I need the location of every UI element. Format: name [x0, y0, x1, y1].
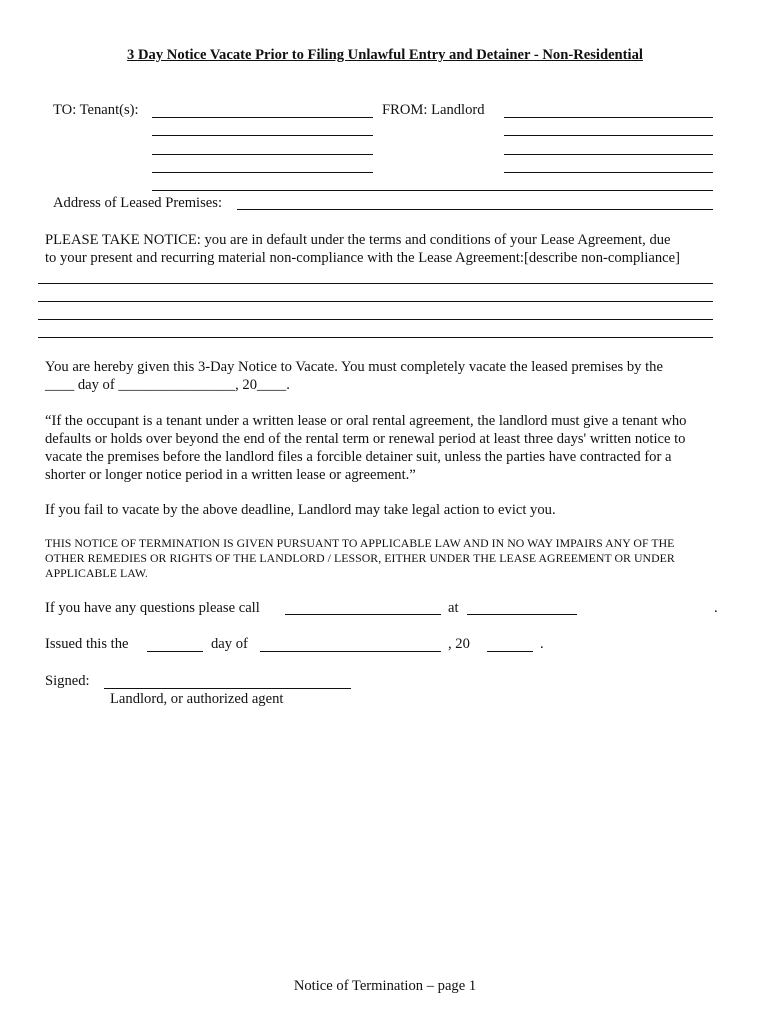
at-label: at [448, 600, 459, 616]
statute-quote-line-1: “If the occupant is a tenant under a written lease or oral rental agreement, the landlord must give a tenant who [45, 413, 687, 429]
landlord-name-line-2[interactable] [504, 135, 713, 136]
noncompliance-line-4[interactable] [38, 337, 713, 338]
statute-quote-line-2: defaults or holds over beyond the end of the rental term or renewal period at least three days' written notice to [45, 431, 686, 447]
noncompliance-line-3[interactable] [38, 319, 713, 320]
landlord-name-line-4[interactable] [504, 172, 713, 173]
issued-period: . [540, 636, 544, 652]
from-landlord-label: FROM: Landlord [382, 102, 485, 118]
termination-clause-line-2: OTHER REMEDIES OR RIGHTS OF THE LANDLORD / LESSOR, EITHER UNDER THE LEASE AGREEMENT OR UNDER [45, 551, 675, 565]
issued-day-line[interactable] [147, 651, 203, 652]
vacate-date-line[interactable]: ____ day of ________________, 20____. [45, 377, 290, 393]
landlord-name-line-1[interactable] [504, 117, 713, 118]
eviction-warning-text: If you fail to vacate by the above deadline, Landlord may take legal action to evict you. [45, 502, 556, 518]
tenant-name-line-2[interactable] [152, 135, 373, 136]
issued-label: Issued this the [45, 636, 129, 652]
signature-line[interactable] [104, 688, 351, 689]
statute-quote-line-4: shorter or longer notice period in a written lease or agreement.” [45, 467, 416, 483]
termination-clause-line-3: APPLICABLE LAW. [45, 566, 148, 580]
contact-phone-line[interactable] [467, 614, 577, 615]
termination-clause-line-1: THIS NOTICE OF TERMINATION IS GIVEN PURSUANT TO APPLICABLE LAW AND IN NO WAY IMPAIRS ANY OF THE [45, 536, 675, 550]
issued-year-line[interactable] [487, 651, 533, 652]
issued-month-line[interactable] [260, 651, 441, 652]
questions-label: If you have any questions please call [45, 600, 260, 616]
notice-text-line-1: PLEASE TAKE NOTICE: you are in default under the terms and conditions of your Lease Agreement, due [45, 232, 671, 248]
statute-quote-line-3: vacate the premises before the landlord files a forcible detainer suit, unless the parties have contracted for a [45, 449, 672, 465]
address-line[interactable] [237, 209, 713, 210]
tenant-name-line-4[interactable] [152, 172, 373, 173]
document-title: 3 Day Notice Vacate Prior to Filing Unlawful Entry and Detainer - Non-Residential [127, 47, 643, 63]
noncompliance-line-1[interactable] [38, 283, 713, 284]
signer-caption: Landlord, or authorized agent [110, 691, 284, 707]
page-footer: Notice of Termination – page 1 [293, 978, 477, 994]
to-tenants-label: TO: Tenant(s): [53, 102, 139, 118]
issued-year-label: , 20 [448, 636, 470, 652]
address-upper-line[interactable] [152, 190, 713, 191]
notice-text-line-2: to your present and recurring material non-compliance with the Lease Agreement:[describe non-compliance] [45, 250, 680, 266]
noncompliance-line-2[interactable] [38, 301, 713, 302]
contact-name-line[interactable] [285, 614, 441, 615]
tenant-name-line-3[interactable] [152, 154, 373, 155]
address-label: Address of Leased Premises: [53, 195, 223, 211]
vacate-text-line-1: You are hereby given this 3-Day Notice to Vacate. You must completely vacate the leased premises by the [45, 359, 663, 375]
tenant-name-line-1[interactable] [152, 117, 373, 118]
issued-day-of-label: day of [211, 636, 248, 652]
questions-period: . [714, 600, 718, 616]
signed-label: Signed: [45, 673, 90, 689]
landlord-name-line-3[interactable] [504, 154, 713, 155]
